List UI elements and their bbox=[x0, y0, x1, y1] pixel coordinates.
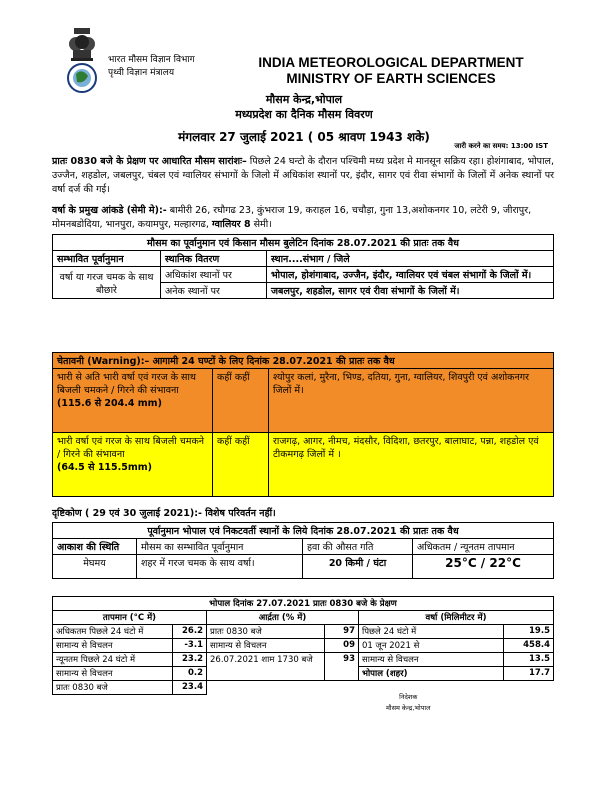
issue-time: जारी करने का समय: 13:00 IST bbox=[454, 142, 548, 150]
forecast-event: वर्षा या गरज चमक के साथ बौछारे bbox=[53, 267, 161, 299]
stats-tail: ग्वालियर 8 bbox=[211, 219, 251, 230]
table-row bbox=[53, 681, 554, 695]
bhopal-forecast-table bbox=[52, 522, 554, 579]
english-ministry: MINISTRY OF EARTH SCIENCES bbox=[286, 71, 496, 86]
expected-value: शहर में गरज चमक के साथ वर्षा। bbox=[137, 555, 303, 579]
rain-value: 458.4 bbox=[504, 639, 554, 653]
english-dept: INDIA METEOROLOGICAL DEPARTMENT bbox=[258, 55, 524, 70]
place-cell: भोपाल, होशंगाबाद, उज्जैन, इंदौर, ग्वालियर एवं चंबल संभागों के जिलों में। bbox=[267, 267, 554, 283]
temp-label: सामान्य से विचलन bbox=[53, 639, 173, 653]
warning-spatial: कहीं कहीं bbox=[213, 433, 269, 497]
bhopal-forecast-title: पूर्वानुमान भोपाल एवं निकटवर्ती स्थानों के लिये दिनांक 28.07.2021 की प्रातः तक वैध bbox=[53, 523, 554, 539]
observation-title: भोपाल दिनांक 27.07.2021 प्रातः 0830 बजे के प्रेक्षण bbox=[53, 597, 554, 611]
humidity-label: प्रातः 0830 बजे bbox=[207, 625, 325, 639]
center-name: मौसम केन्द्र,भोपाल bbox=[265, 93, 343, 106]
warning-spatial: कहीं कहीं bbox=[213, 369, 269, 433]
table-row bbox=[53, 369, 554, 433]
bulletin-date: मंगलवार 27 जुलाई 2021 ( 05 श्रावण 1943 शके) bbox=[178, 130, 430, 144]
rain-label: सामान्य से विचलन bbox=[359, 653, 504, 667]
stats-end: सेमी। bbox=[250, 219, 272, 230]
temp-label: न्यूनतम पिछले 24 घंटो में bbox=[53, 653, 173, 667]
place-cell: जबलपुर, शहडोल, सागर एवं रीवा संभागों के जिलों में। bbox=[267, 283, 554, 299]
rain-header: वर्षा (मिलिमीटर में) bbox=[359, 611, 554, 625]
warning-range: (64.5 से 115.5mm) bbox=[57, 462, 153, 473]
humidity-value: 93 bbox=[325, 653, 359, 681]
signoff-role: निदेशक bbox=[399, 693, 418, 701]
rain-label: 01 जून 2021 से bbox=[359, 639, 504, 653]
spatial-cell: अनेक स्थानों पर bbox=[161, 283, 267, 299]
humidity-value: 97 bbox=[325, 625, 359, 639]
temp-value: -3.1 bbox=[173, 639, 207, 653]
stats-text: बामीरी 26, रघौगढ 23, कुंभराज 19, कराहल 16, चचौड़ा, गुना 13,अशोकनगर 10, लटेरी 9, जीरापुर, मोमनबडोदिया, भानपुरा, कयामपुर, मल्हारगढ, bbox=[52, 205, 532, 230]
warning-event bbox=[53, 369, 213, 433]
rain-label: भोपाल (शहर) bbox=[359, 667, 504, 681]
signoff-office: मौसम केन्द्र,भोपाल bbox=[386, 704, 431, 712]
spatial-cell: अधिकांश स्थानों पर bbox=[161, 267, 267, 283]
table-row bbox=[53, 267, 554, 283]
forecast-table bbox=[52, 234, 554, 299]
summary-text: पिछले 24 घन्टो के दौरान पश्चिमी मध्य प्रदेश मे मानसून सक्रिय रहा। होशंगाबाद, भोपाल, उज्जैन, शहडोल, जबलपुर, चंबल एवं ग्वालियर संभागों के जिलो में अधिकांश स्थानों पर, इंदौर, सागर एवं रीवा संभागों के जिलों में अनेक स्थानों पर वर्षा दर्ज की गई। bbox=[52, 156, 554, 195]
warning-range: (115.6 से 204.4 mm) bbox=[57, 398, 162, 409]
rain-label: पिछले 24 घंटो में bbox=[359, 625, 504, 639]
temp-value: 23.2 bbox=[173, 653, 207, 667]
weather-summary bbox=[52, 155, 554, 197]
hindi-dept-block bbox=[108, 54, 195, 80]
table-row bbox=[53, 555, 554, 579]
humidity-label: 26.07.2021 शाम 1730 बजे bbox=[207, 653, 325, 681]
warning-event-text: भारी से अति भारी वर्षा एवं गरज के साथ बिजली चमकने / गिरने की संभावना bbox=[57, 372, 196, 396]
col-sky: आकाश की स्थिति bbox=[53, 539, 137, 555]
warning-table bbox=[52, 352, 554, 497]
hindi-dept: भारत मौसम विज्ञान विभाग bbox=[108, 55, 195, 65]
wind-value: 20 किमी / घंटा bbox=[303, 555, 413, 579]
temp-value: 25°C / 22°C bbox=[413, 555, 554, 579]
bulletin-document bbox=[52, 24, 554, 712]
table-row bbox=[53, 433, 554, 497]
table-row bbox=[53, 639, 554, 653]
signoff bbox=[386, 692, 430, 714]
col-expected: मौसम का सम्भावित पूर्वानुमान bbox=[137, 539, 303, 555]
summary-lead: प्रातः 0830 बजे के प्रेक्षण पर आधारित मौसम सारांशः– bbox=[52, 156, 247, 167]
forecast-title: मौसम का पूर्वानुमान एवं किसान मौसम बुलेटिन दिनांक 28.07.2021 की प्रातः तक वैध bbox=[53, 235, 554, 251]
warning-event bbox=[53, 433, 213, 497]
table-row bbox=[53, 625, 554, 639]
warning-place: राजगढ़, आगर, नीमच, मंदसौर, विदिशा, छतरपुर, बालाघाट, पन्ना, शहडोल एवं टीकमगढ़ जिलों में । bbox=[269, 433, 554, 497]
observation-table bbox=[52, 596, 554, 695]
temp-label: अधिकतम पिछले 24 घंटो में bbox=[53, 625, 173, 639]
temp-label: प्रातः 0830 बजे bbox=[53, 681, 173, 695]
warning-event-text: भारी वर्षा एवं गरज के साथ बिजली चमकने / गिरने की संभावना bbox=[57, 436, 205, 460]
humidity-value: 09 bbox=[325, 639, 359, 653]
empty-cell bbox=[207, 681, 554, 695]
temp-value: 26.2 bbox=[173, 625, 207, 639]
sky-value: मेघमय bbox=[53, 555, 137, 579]
rain-value: 13.5 bbox=[504, 653, 554, 667]
col-spatial: स्थानिक वितरण bbox=[161, 251, 267, 267]
stats-lead: वर्षा के प्रमुख आंकडे (सेमी मे):- bbox=[52, 205, 167, 216]
col-forecast: सम्भावित पूर्वानुमान bbox=[53, 251, 161, 267]
humidity-label: सामान्य से विचलन bbox=[207, 639, 325, 653]
col-wind: हवा की औसत गति bbox=[303, 539, 413, 555]
table-row bbox=[53, 653, 554, 667]
rain-value: 17.7 bbox=[504, 667, 554, 681]
rainfall-stats bbox=[52, 204, 554, 232]
humidity-header: आर्द्रता (% में) bbox=[207, 611, 359, 625]
hindi-ministry: पृथ्वी विज्ञान मंत्रालय bbox=[108, 68, 175, 78]
col-temp: अधिकतम / न्यूनतम तापमान bbox=[413, 539, 554, 555]
warning-title: चेतावनी (Warning):– आगामी 24 घण्टों के लिए दिनांक 28.07.2021 की प्रातः तक वैध bbox=[53, 353, 554, 369]
temp-value: 23.4 bbox=[173, 681, 207, 695]
warning-place: श्योपुर कलां, मुरैना, भिण्ड, दतिया, गुना, ग्वालियर, शिवपुरी एवं अशोकनगर जिलों में। bbox=[269, 369, 554, 433]
temp-value: 0.2 bbox=[173, 667, 207, 681]
temp-label: सामान्य से विचलन bbox=[53, 667, 173, 681]
english-dept-block bbox=[252, 55, 530, 87]
outlook: दृष्टिकोण ( 29 एवं 30 जुलाई 2021):- विशेष परिवर्तन नहीं। bbox=[52, 508, 276, 519]
col-place: स्थान....संभाग / जिले bbox=[267, 251, 554, 267]
bulletin-title: मध्यप्रदेश का दैनिक मौसम विवरण bbox=[235, 108, 373, 121]
rain-value: 19.5 bbox=[504, 625, 554, 639]
temp-header: तापमान (°C में) bbox=[53, 611, 207, 625]
